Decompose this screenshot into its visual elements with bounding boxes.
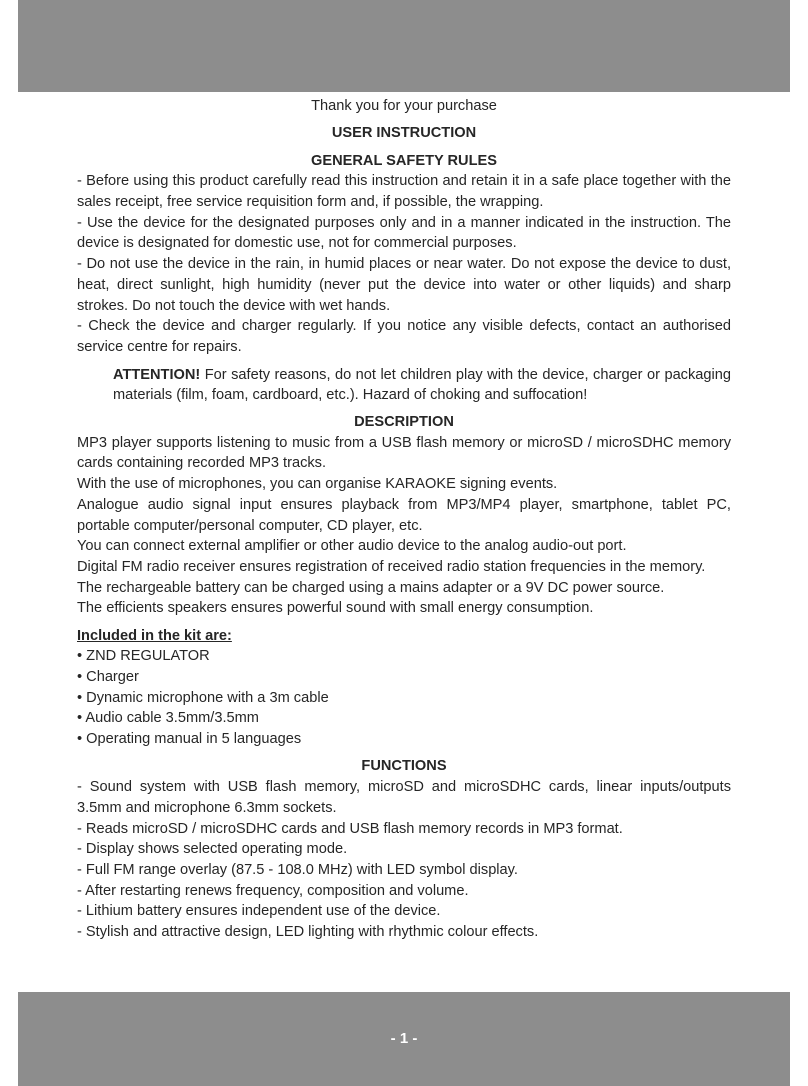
description-paragraph: MP3 player supports listening to music from a USB flash memory or microSD / microSDHC memory cards containing recorded MP3 tracks.: [77, 434, 731, 472]
description-paragraph: Analogue audio signal input ensures playback from MP3/MP4 player, smartphone, tablet PC, portable computer/personal computer, CD player, etc.: [77, 496, 731, 534]
description-paragraph: With the use of microphones, you can organise KARAOKE signing events.: [77, 476, 558, 493]
kit-item: • Dynamic microphone with a 3m cable: [77, 689, 329, 706]
description-body: [77, 433, 731, 619]
safety-rule: - Use the device for the designated purposes only and in a manner indicated in the instruction. The device is designated for domestic use, not for commercial purposes.: [77, 214, 731, 252]
description-paragraph: Digital FM radio receiver ensures registration of received radio station frequencies in the memory.: [77, 558, 706, 575]
attention-note: [113, 365, 731, 406]
kit-list: [77, 646, 731, 750]
manual-page-content: [77, 96, 731, 943]
header-band: [18, 0, 790, 92]
safety-rule: - Before using this product carefully read this instruction and retain it in a safe place together with the sales receipt, free service requisition form and, if possible, the wrapping.: [77, 173, 731, 210]
safety-rule: - Do not use the device in the rain, in humid places or near water. Do not expose the device to dust, heat, direct sunlight, high humidity (never put the device into water or other liquids) and sharp strokes. Do not touch the device with wet hands.: [77, 256, 731, 314]
safety-rules: [77, 171, 731, 357]
safety-heading: GENERAL SAFETY RULES: [311, 152, 497, 169]
user-instruction-title: USER INSTRUCTION: [331, 125, 477, 142]
description-paragraph: The rechargeable battery can be charged using a mains adapter or a 9V DC power source.: [77, 579, 665, 596]
function-item: - Stylish and attractive design, LED lighting with rhythmic colour effects.: [77, 924, 539, 941]
kit-item: • ZND REGULATOR: [77, 648, 210, 665]
function-item: - Sound system with USB flash memory, microSD and microSDHC cards, linear inputs/outputs 3.5mm and microphone 6.3mm sockets.: [77, 779, 731, 816]
description-heading: DESCRIPTION: [354, 414, 454, 431]
safety-rule: - Check the device and charger regularly. If you notice any visible defects, contact an authorised service centre for repairs.: [77, 318, 731, 355]
function-item: - Full FM range overlay (87.5 - 108.0 MHz) with LED symbol display.: [77, 861, 518, 878]
functions-heading: FUNCTIONS: [361, 758, 447, 775]
thank-you-line: Thank you for your purchase: [311, 98, 497, 114]
kit-item: • Charger: [77, 669, 139, 686]
functions-list: [77, 777, 731, 943]
kit-item: • Audio cable 3.5mm/3.5mm: [77, 710, 259, 727]
function-item: - Lithium battery ensures independent use of the device.: [77, 903, 441, 920]
function-item: - Display shows selected operating mode.: [77, 841, 348, 858]
page-number: - 1 -: [390, 1030, 418, 1047]
attention-text: For safety reasons, do not let children play with the device, charger or packaging materials (film, foam, cardboard, etc.). Hazard of choking and suffocation!: [113, 366, 731, 404]
kit-title: Included in the kit are:: [77, 627, 232, 644]
description-paragraph: You can connect external amplifier or other audio device to the analog audio-out port.: [77, 538, 627, 555]
function-item: - Reads microSD / microSDHC cards and USB flash memory records in MP3 format.: [77, 820, 623, 837]
attention-label: ATTENTION!: [113, 366, 201, 383]
function-item: - After restarting renews frequency, composition and volume.: [77, 882, 469, 899]
kit-item: • Operating manual in 5 languages: [77, 731, 302, 748]
description-paragraph: The efficients speakers ensures powerful sound with small energy consumption.: [77, 600, 594, 617]
